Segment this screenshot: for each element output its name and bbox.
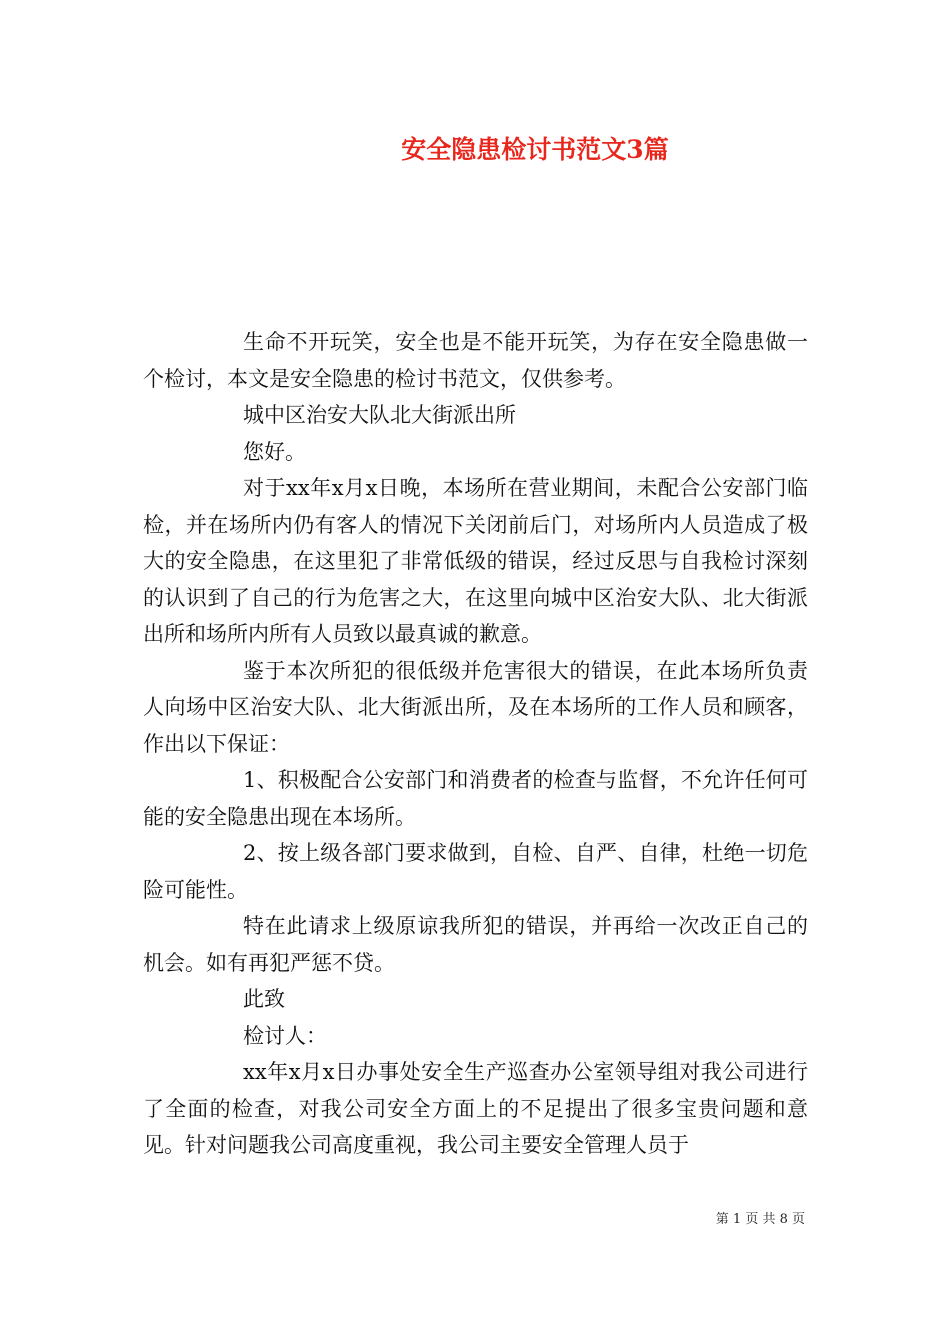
paragraph-signatory: 检讨人： bbox=[243, 1023, 327, 1048]
paragraph-incident: 对于xx年x月x日晚，本场所在营业期间，未配合公安部门临检，并在场所内仍有客人的情况下关闭前后门，对场所内人员造成了极大的安全隐患，在这里犯了非常低级的错误，经过反思与自我检讨深刻的认识到了自己的行为危害之大，在这里向城中区治安大队、北大街派出所和场所内所有人员致以最真诚的歉意。 bbox=[143, 476, 808, 646]
paragraph-item-1: 1、积极配合公安部门和消费者的检查与监督，不允许任何可能的安全隐患出现在本场所。 bbox=[143, 768, 808, 829]
paragraph-intro: 生命不开玩笑，安全也是不能开玩笑，为存在安全隐患做一个检讨，本文是安全隐患的检讨书范文，仅供参考。 bbox=[143, 330, 808, 391]
document-title: 安全隐患检讨书范文3篇 bbox=[401, 135, 669, 164]
paragraph-addressee: 城中区治安大队北大街派出所 bbox=[243, 403, 516, 427]
page-number: 第 1 页 共 8 页 bbox=[715, 1212, 805, 1227]
paragraph-request: 特在此请求上级原谅我所犯的错误，并再给一次改正自己的机会。如有再犯严惩不贷。 bbox=[143, 914, 808, 975]
paragraph-guarantee-intro: 鉴于本次所犯的很低级并危害很大的错误，在此本场所负责人向场中区治安大队、北大街派出所，及在本场所的工作人员和顾客，作出以下保证： bbox=[143, 658, 808, 756]
paragraph-closing: 此致 bbox=[243, 987, 285, 1011]
document-body bbox=[143, 324, 808, 1164]
paragraph-greeting: 您好。 bbox=[243, 439, 306, 464]
paragraph-item-2: 2、按上级各部门要求做到，自检、自严、自律，杜绝一切危险可能性。 bbox=[143, 841, 808, 902]
paragraph-second-letter: xx年x月x日办事处安全生产巡查办公室领导组对我公司进行了全面的检查，对我公司安全方面上的不足提出了很多宝贵问题和意见。针对问题我公司高度重视，我公司主要安全管理人员于 bbox=[143, 1060, 808, 1157]
